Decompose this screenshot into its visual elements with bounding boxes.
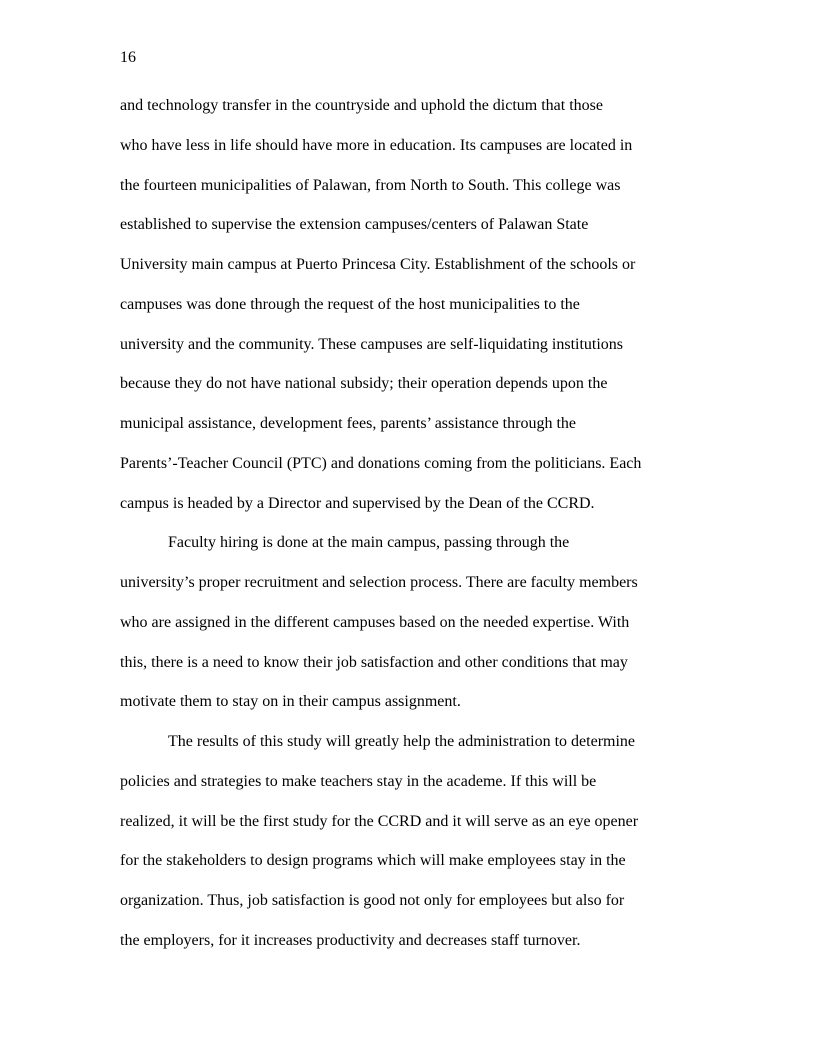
text-line: realized, it will be the first study for the CCRD and it will serve as an eye opener	[120, 812, 639, 830]
text-line: campus is headed by a Director and supervised by the Dean of the CCRD.	[120, 494, 595, 512]
text-line: The results of this study will greatly help the administration to determine	[168, 733, 636, 750]
text-line: who are assigned in the different campuses based on the needed expertise. With	[120, 613, 630, 631]
text-line: established to supervise the extension campuses/centers of Palawan State	[120, 216, 589, 234]
text-line: the fourteen municipalities of Palawan, from North to South. This college was	[120, 176, 621, 194]
text-line: university’s proper recruitment and selection process. There are faculty members	[120, 574, 638, 591]
text-line: for the stakeholders to design programs which will make employees stay in the	[120, 852, 626, 870]
paragraph	[120, 96, 700, 533]
text-line: policies and strategies to make teachers stay in the academe. If this will be	[120, 772, 597, 790]
text-line: the employers, for it increases productivity and decreases staff turnover.	[120, 931, 581, 949]
text-line: and technology transfer in the countryside and uphold the dictum that those	[120, 97, 603, 114]
text-line: motivate them to stay on in their campus assignment.	[120, 693, 461, 711]
text-line: because they do not have national subsidy; their operation depends upon the	[120, 375, 608, 393]
text-line: who have less in life should have more in education. Its campuses are located in	[120, 136, 633, 154]
text-line: University main campus at Puerto Princesa City. Establishment of the schools or	[120, 256, 636, 273]
text-line: Faculty hiring is done at the main campus, passing through the	[168, 534, 570, 552]
text-line: university and the community. These campuses are self-liquidating institutions	[120, 335, 624, 353]
text-line: municipal assistance, development fees, parents’ assistance through the	[120, 415, 576, 432]
paragraph	[120, 732, 700, 971]
paragraph	[120, 533, 700, 732]
text-line: organization. Thus, job satisfaction is good not only for employees but also for	[120, 892, 625, 909]
text-line: this, there is a need to know their job satisfaction and other conditions that may	[120, 653, 628, 671]
page-number: 16	[120, 49, 136, 66]
body-text	[120, 96, 700, 971]
text-line: Parents’-Teacher Council (PTC) and donations coming from the politicians. Each	[120, 454, 642, 472]
text-line: campuses was done through the request of the host municipalities to the	[120, 295, 580, 313]
